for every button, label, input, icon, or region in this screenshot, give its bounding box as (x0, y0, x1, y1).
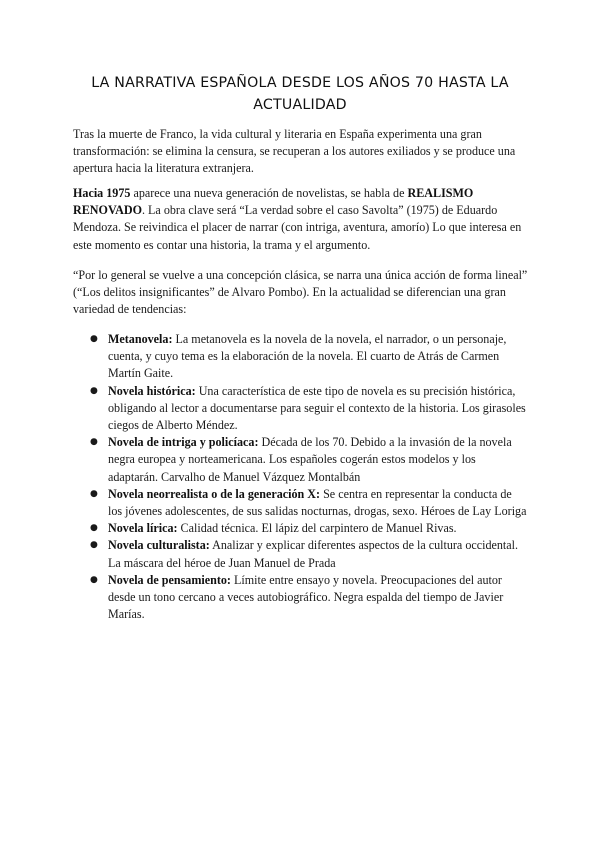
list-item-label: Novela de intriga y policíaca: (108, 435, 259, 450)
list-item-label: Novela neorrealista o de la generación X: (108, 486, 321, 501)
list-item-label: Novela lírica: (108, 521, 178, 536)
bullet-icon: ● (90, 334, 98, 344)
bullet-icon: ● (90, 488, 98, 499)
tendencies-intro-paragraph: “Por lo general se vuelve a una concepción clásica, se narra una única acción de forma lineal” (“Los delitos insignificantes” de Alvaro Pombo). En la actualidad se diferencian una gran variedad de tendencias: (73, 268, 528, 317)
tendencies-list (90, 331, 528, 623)
bullet-icon: ● (90, 385, 98, 396)
list-item-label: Novela culturalista: (108, 538, 210, 553)
list-item-text: Una característica de este tipo de novela es su precisión histórica, obligando al lector a documentarse para seguir el contexto de la historia. Los girasoles ciegos de Alberto Méndez. (108, 383, 526, 433)
paragraph-text: . La obra clave será “La verdad sobre el caso Savolta” (1975) de Eduardo Mendoza. Se reivindica el placer de narrar (con intriga, aventura, amorío) Lo que interesa en este momento es contar una historia, la trama y el argumento. (73, 203, 522, 252)
intro-paragraph: Tras la muerte de Franco, la vida cultural y literaria en España experimenta una gran transformación: se elimina la censura, se recuperan a los autores exiliados y se produce una apertura hacia la literatura extranjera. (73, 127, 516, 176)
list-item (90, 572, 528, 624)
document-title: LA NARRATIVA ESPAÑOLA DESDE LOS AÑOS 70 HASTA LA ACTUALIDAD (91, 75, 509, 113)
list-item (90, 434, 528, 486)
list-item-text: Analizar y explicar diferentes aspectos de la cultura occidental. La máscara del héroe de Juan Manuel de Prada (108, 538, 519, 570)
list-item-text: Se centra en representar la conducta de los jóvenes adolescentes, de sus salidas nocturnas, drogas, sexo. Héroes de Lay Loriga (108, 486, 527, 519)
realismo-renovado-paragraph (73, 185, 529, 254)
period-label: Hacia 1975 (73, 186, 131, 200)
bullet-icon: ● (90, 437, 98, 448)
list-item-label: Novela histórica: (108, 383, 196, 398)
bullet-icon: ● (90, 540, 98, 551)
list-item (90, 537, 528, 571)
movement-name: REALISMO RENOVADO (73, 186, 474, 218)
bullet-icon: ● (90, 574, 98, 585)
list-item-label: Metanovela: (108, 332, 173, 346)
list-item-label: Novela de pensamiento: (108, 572, 231, 587)
bullet-icon: ● (90, 523, 98, 534)
list-item-text: Década de los 70. Debido a la invasión de la novela negra europea y norteamericana. Los españoles cogerán estos modelos y los adaptarán. Carvalho de Manuel Vázquez Montalbán (108, 435, 512, 484)
list-item-text: La metanovela es la novela de la novela, el narrador, o un personaje, cuenta, y cuyo tema es la elaboración de la novela. El cuarto de Atrás de Carmen Martín Gaite. (108, 332, 507, 381)
list-item (90, 383, 528, 435)
list-item-text: Límite entre ensayo y novela. Preocupaciones del autor desde un tono cercano a veces autobiográfico. Negra espalda del tiempo de Javier Marías. (108, 572, 504, 622)
list-item (90, 486, 528, 520)
list-item (90, 331, 528, 383)
list-item-text: Calidad técnica. El lápiz del carpintero de Manuel Rivas. (177, 521, 457, 536)
list-item (90, 520, 528, 537)
paragraph-text: aparece una nueva generación de novelistas, se habla de (130, 186, 408, 200)
